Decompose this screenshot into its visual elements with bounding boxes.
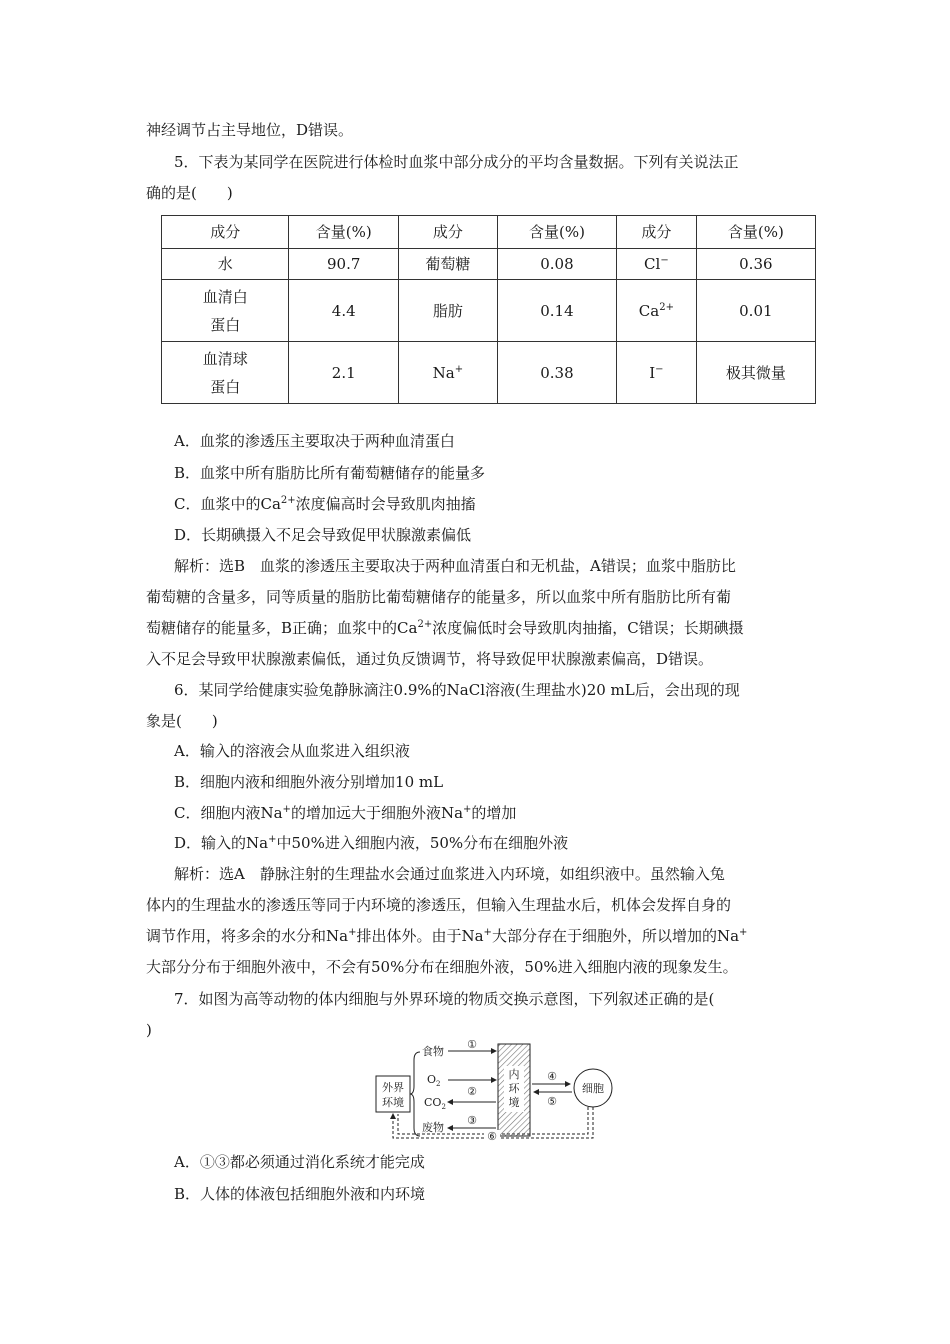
- label-1: ①: [467, 1040, 477, 1051]
- intro-line: 神经调节占主导地位，D错误。: [146, 121, 354, 139]
- table-cell: Cl−: [617, 249, 697, 280]
- table-cell: 0.38: [497, 342, 616, 404]
- q5-analysis-line-3: 萄糖储存的能量多，B正确；血浆中的$Ca^{2+}$浓度偏低时会导致肌肉抽搐，C错误；长期碘摄: [146, 619, 744, 637]
- plasma-composition-table: [161, 215, 816, 404]
- q5-analysis-line-2: 葡萄糖的含量多，同等质量的脂肪比葡萄糖储存的能量多，所以血浆中所有脂肪比所有葡: [146, 588, 732, 606]
- q6-option-b: B．细胞内液和细胞外液分别增加10 mL: [174, 773, 444, 791]
- table-cell: Na+: [399, 342, 498, 404]
- label-4: ④: [547, 1070, 557, 1083]
- q6-option-d: D．输入的Na+中50%进入细胞内液，50%分布在细胞外液: [174, 834, 569, 852]
- inner-env-label-1: 内: [508, 1068, 520, 1081]
- label-3: ③: [467, 1114, 477, 1127]
- table-cell: 极其微量: [696, 342, 815, 404]
- o2-label: $O_2$: [427, 1073, 441, 1088]
- q5-option-b: B．血浆中所有脂肪比所有葡萄糖储存的能量多: [174, 464, 486, 482]
- q6-stem-line-2: 象是( ): [146, 712, 218, 730]
- inner-env-label-3: 境: [508, 1096, 520, 1109]
- header-cell: 成分: [617, 216, 697, 249]
- q5-option-c: C．血浆中的$Ca^{2+}$浓度偏高时会导致肌肉抽搐: [174, 495, 476, 513]
- table-cell: 血清球 蛋白: [162, 342, 289, 404]
- q6-analysis-line-1: 解析：选A 静脉注射的生理盐水会通过血浆进入内环境，如组织液中。虽然输入兔: [174, 865, 725, 883]
- q6-option-a: A．输入的溶液会从血浆进入组织液: [174, 742, 410, 760]
- brace-shape: [410, 1052, 420, 1136]
- q5-analysis-line-4: 入不足会导致甲状腺激素偏低，通过负反馈调节，将导致促甲状腺激素偏高，D错误。: [146, 650, 714, 668]
- q7-stem-line-1: 7．如图为高等动物的体内细胞与外界环境的物质交换示意图，下列叙述正确的是(: [174, 990, 715, 1008]
- waste-label: 废物: [422, 1121, 444, 1134]
- label-6: ⑥: [487, 1130, 497, 1143]
- header-cell: 成分: [162, 216, 289, 249]
- table-cell: 0.08: [497, 249, 616, 280]
- table-cell: 血清白 蛋白: [162, 280, 289, 342]
- q6-stem-line-1: 6．某同学给健康实验兔静脉滴注0.9%的NaCl溶液(生理盐水)20 mL后，会出现的现: [174, 681, 740, 699]
- material-exchange-diagram: [374, 1040, 619, 1145]
- q6-analysis-line-2: 体内的生理盐水的渗透压等同于内环境的渗透压，但输入生理盐水后，机体会发挥自身的: [146, 896, 732, 914]
- q6-option-c: C．细胞内液Na+的增加远大于细胞外液Na+的增加: [174, 804, 517, 822]
- table-header-row: [162, 216, 816, 249]
- q7-stem-line-2: ): [146, 1021, 152, 1039]
- header-cell: 含量(%): [497, 216, 616, 249]
- cell-label: 细胞: [582, 1082, 604, 1095]
- q7-option-a: A．①③都必须通过消化系统才能完成: [174, 1153, 425, 1171]
- label-5: ⑤: [547, 1095, 557, 1108]
- table-cell: 0.36: [696, 249, 815, 280]
- q5-stem-line-2: 确的是( ): [146, 184, 233, 202]
- table-cell: 90.7: [289, 249, 399, 280]
- table-cell: 水: [162, 249, 289, 280]
- table-cell: 脂肪: [399, 280, 498, 342]
- q6-analysis-line-4: 大部分分布于细胞外液中，不会有50%分布在细胞外液，50%进入细胞内液的现象发生。: [146, 958, 738, 976]
- inner-env-label-2: 环: [508, 1082, 520, 1095]
- table-cell: 葡萄糖: [399, 249, 498, 280]
- q5-analysis-line-1: 解析：选B 血浆的渗透压主要取决于两种血清蛋白和无机盐，A错误；血浆中脂肪比: [174, 557, 736, 575]
- header-cell: 含量(%): [289, 216, 399, 249]
- q5-option-d: D．长期碘摄入不足会导致促甲状腺激素偏低: [174, 526, 472, 544]
- q6-analysis-line-3: 调节作用，将多余的水分和Na+排出体外。由于Na+大部分存在于细胞外，所以增加的Na+: [146, 927, 748, 945]
- q7-option-b: B．人体的体液包括细胞外液和内环境: [174, 1185, 426, 1203]
- food-label: 食物: [422, 1045, 444, 1058]
- table-row: [162, 249, 816, 280]
- label-2: ②: [467, 1085, 477, 1098]
- header-cell: 含量(%): [696, 216, 815, 249]
- table-cell: 0.14: [497, 280, 616, 342]
- table-cell: 2.1: [289, 342, 399, 404]
- header-cell: 成分: [399, 216, 498, 249]
- co2-label: $CO_2$: [424, 1096, 446, 1111]
- table-cell: 4.4: [289, 280, 399, 342]
- table-row: [162, 342, 816, 404]
- table-cell: I−: [617, 342, 697, 404]
- table-row: [162, 280, 816, 342]
- outer-env-label-2: 环境: [382, 1096, 404, 1109]
- outer-env-label-1: 外界: [382, 1081, 404, 1094]
- table-cell: $Ca^{2+}$: [617, 280, 697, 342]
- q5-stem-line-1: 5．下表为某同学在医院进行体检时血浆中部分成分的平均含量数据。下列有关说法正: [174, 153, 739, 171]
- table-cell: 0.01: [696, 280, 815, 342]
- q5-option-a: A．血浆的渗透压主要取决于两种血清蛋白: [174, 432, 455, 450]
